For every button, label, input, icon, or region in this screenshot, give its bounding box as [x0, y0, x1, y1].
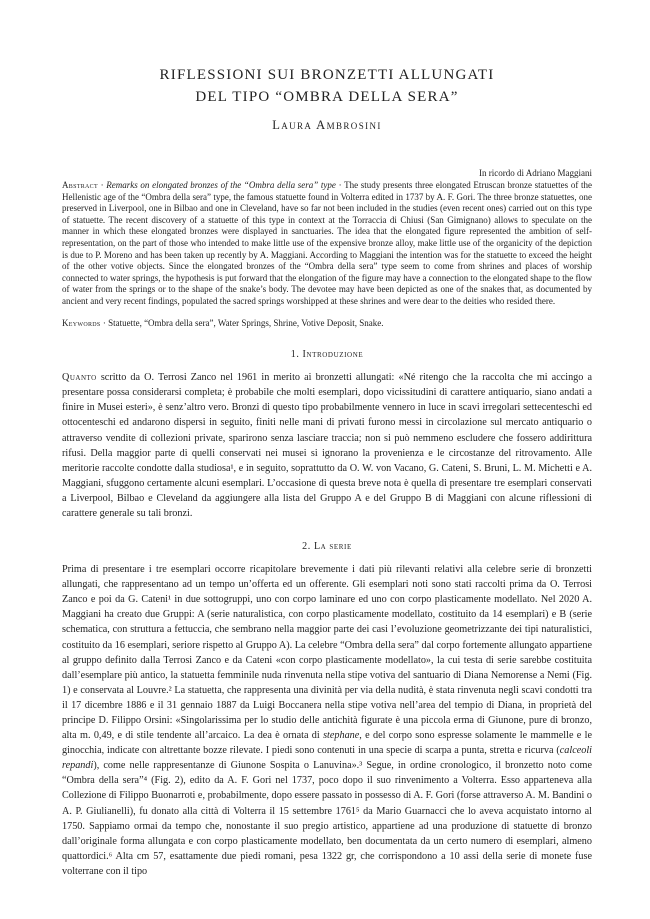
- article-title: [62, 64, 592, 108]
- title-line-2: DEL TIPO “OMBRA DELLA SERA”: [195, 89, 459, 105]
- section-2-italic-stephane: stephane: [323, 730, 360, 742]
- abstract: [62, 180, 592, 308]
- keywords: [62, 318, 592, 330]
- section-1-heading: 1. Introduzione: [290, 349, 364, 361]
- section-2-heading: 2. La serie: [302, 541, 352, 553]
- abstract-label: Abstract: [62, 180, 98, 190]
- abstract-separator-2: ·: [335, 180, 345, 190]
- section-2-text-a: Prima di presentare i tre esemplari occorre ricapitolare brevemente i dati più rilevanti relativi alla celebre serie di bronzetti allungati, che rappresentano ad un tempo un’offerta ed un offerente. Gli esemplari noti sono stati raccolti prima da O. Terrosi Zanco e poi da G. Cateni¹ in due sottogruppi, uno con corpo laminare ed uno con corpo plasticamente modellato. Nel 2020 A. Maggiani ha creato due Gruppi: A (serie naturalistica, con corpo plasticamente modellato, costituito da 14 esemplari) e B (serie schematica, con struttura a fettuccia, che sembrano nella maggior parte dei casi l’evoluzione geometrizzante dei tipi naturalistici, costituito da 16 esemplari, seriore rispetto al Gruppo A). La celebre “Ombra della sera” dal corpo fortemente allungato appartiene al gruppo definito dalla Terrosi Zanco e da Cateni «con corpo plasticamente modellato», la cui testa di serie sarebbe costituita dall’esemplare più antico, la statuetta femminile nuda rinvenuta nella stipe votiva del santuario di Diana Nemorense a Nemi (Fig. 1) e conservata al Louvre.² La statuetta, che rappresenta una divinità per via della nudità, è stata rinvenuta negli scavi condotti tra il 17 dicembre 1886 e il 31 gennaio 1887 da Luigi Boccanera nella stipe votiva nell’area del tempio di Diana, in proprietà del principe D. Filippo Orsini: «Singolarissima per lo studio delle antichità figurate è una piccola erma di Giunone, pure di bronzo, alta m. 0,49, e di stile tendente all’arcaico. La dea è ornata di: [62, 564, 592, 742]
- dedication: In ricordo di Adriano Maggiani: [479, 168, 592, 178]
- section-2-italic-calceoli: calceoli repandi: [62, 745, 592, 772]
- author-name: Laura Ambrosini: [272, 118, 382, 132]
- section-2-text-c: ), come nelle rappresentanze di Giunone Sospita o Lanuvina».³ Segue, in ordine cronologico, il bronzetto noto come “Ombra della sera”⁴ (Fig. 2), edito da A. F. Gori nel 1737, poco dopo il suo rinvenimento a Volterra. Esso apparteneva alla Collezione di Filippo Buonarroti e, probabilmente, dopo essere passato in possesso di A. F. Gori (forse attraverso A. M. Bandini o A. P. Giulianelli), fu donato alla città di Volterra il 15 settembre 1761⁵ da Mario Guarnacci che lo aveva acquistato intorno al 1750. Sappiamo ormai da tempo che, nonostante il suo pregio artistico, appartiene ad una produzione di statuette di bronzo dall’originale forma allungata e con corpo plasticamente modellato, ben documentata da un certo numero di esemplari, almeno quattordici.⁶ Alta cm 57, esattamente due piedi romani, pesa 1322 gr, che corrispondono a 10 assi della serie di monete fuse volterrane con il tipo: [62, 760, 592, 877]
- section-2-paragraph: [62, 562, 592, 879]
- keywords-body: · Statuette, “Ombra della sera”, Water Springs, Shrine, Votive Deposit, Snake.: [100, 317, 384, 328]
- abstract-body: The study presents three elongated Etruscan bronze statuettes of the Hellenistic age of the “Ombra della sera” type, the famous statuette found in Volterra edited in 1737 by A. F. Gori. The three bronze statuettes, one preserved in Liverpool, one in Bilbao and one in Cleveland, have so far not been included in the studies (even recent ones) carried out on this type of statuette. The recent discovery of a statuette of this type in context at the Torraccia di Chiusi (San Gimignano) allows to speculate on the manner in which these elongated bronzes were displayed in sanctuaries. The idea that the elongated figure represented the ambition of self-representation, on the part of those who intended to make little use of the expensive bronze alloy, make little use of the organicity of the depiction is due to P. Moreno and has been taken up recently by A. Maggiani. According to Maggiani the intention was for the statuette to exceed the height of the other votive objects. Since the elongated bronzes of the “Ombra della sera” type seem to come from shrines and places of worship connected to water springs, the hypothesis is put forward that the elongation of the figure may have a connection to the elongated shape to the flow of water from the springs or to the shape of the snake’s body. The devotee may have been depicted as one of the snakes that, as documented by ancient and very recent findings, populated the sacred springs worshipped at these shrines and were dear to the deities who resided there.: [62, 180, 592, 306]
- section-1-paragraph: [62, 370, 592, 521]
- abstract-separator: ·: [97, 180, 107, 190]
- section-1-first-word: Quanto: [62, 372, 97, 384]
- article-page: [62, 0, 592, 879]
- section-2-text-b: , e del corpo sono espresse solamente le mammelle e le ginocchia, indicate con altrettante bozze rilevate. I piedi sono contenuti in una specie di scarpa a punta, stretta e ricurva (: [62, 730, 592, 757]
- abstract-subtitle: Remarks on elongated bronzes of the “Ombra della sera” type: [106, 180, 336, 190]
- section-1-text: scritto da O. Terrosi Zanco nel 1961 in merito ai bronzetti allungati: «Né ritengo che la raccolta che mi accingo a presentare possa considerarsi completa; è probabile che molti esemplari, dopo vicissitudini di carattere antiquario, siano andati a finire in Musei esteri», è senz’altro vero. Bronzi di questo tipo probabilmente vennero in luce in scavi irregolari settecenteschi ed ottocenteschi ed andarono dispersi in seguito, finiti nelle mani di privati furono messi in circolazione sul mercato antiquario o attraverso vendite di collezioni private, sparirono senza lasciare traccia; non si può nemmeno escludere che fossero addirittura rifusi. Della maggior parte di quelli conservati nei musei si ignorano la provenienza e le circostanze del ritrovamento. Alle meritorie raccolte condotte dalla studiosa¹, e in seguito, soprattutto da O. W. von Vacano, G. Cateni, S. Bruni, L. M. Michetti e A. Maggiani, sfuggono certamente alcuni esemplari. L’occasione di questa breve nota è quella di presentare tre esemplari conservati a Liverpool, Bilbao e Cleveland da aggiungere alla lista del Gruppo A e del Gruppo B di Maggiani con alcune riflessioni di carattere generale su tali bronzi.: [62, 372, 592, 519]
- keywords-label: Keywords: [62, 317, 101, 328]
- title-line-1: RIFLESSIONI SUI BRONZETTI ALLUNGATI: [159, 67, 495, 83]
